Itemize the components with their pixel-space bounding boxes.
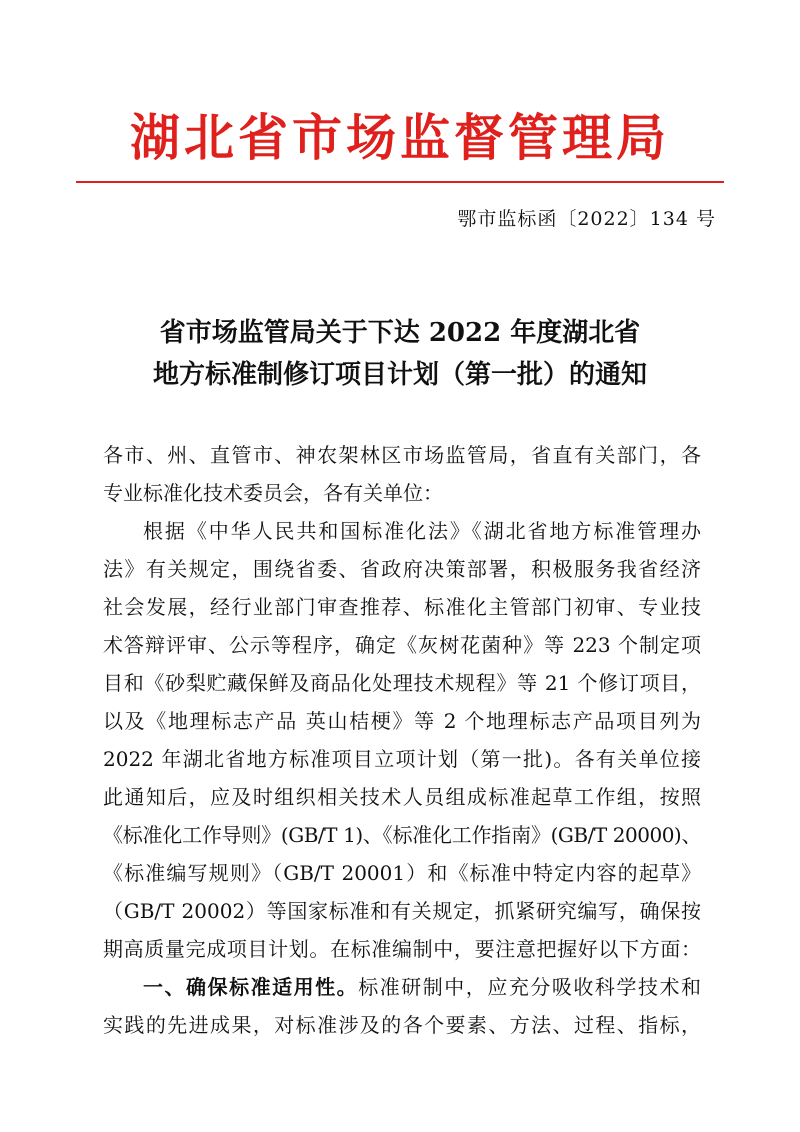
body-line: 实践的先进成果，对标准涉及的各个要素、方法、过程、指标， xyxy=(103,1013,701,1037)
body-line: 专业标准化技术委员会，各有关单位： xyxy=(103,481,443,505)
body-line: 《标准编写规则》（GB/T 20001）和《标准中特定内容的起草》 xyxy=(103,861,701,885)
body-line: 期高质量完成项目计划。在标准编制中，要注意把握好以下方面： xyxy=(103,937,701,961)
document-number: 鄂市监标函〔2022〕134 号 xyxy=(457,208,716,230)
title-line-1: 省市场监管局关于下达 2022 年度湖北省 xyxy=(159,318,641,348)
body-line: 2022 年湖北省地方标准项目立项计划（第一批)。各有关单位接 xyxy=(103,747,701,771)
body-line: 法》有关规定，围绕省委、省政府决策部署，积极服务我省经济 xyxy=(103,557,701,581)
document-body xyxy=(103,436,701,1044)
title-line-2: 地方标准制修订项目计划（第一批）的通知 xyxy=(152,360,647,390)
body-line: （GB/T 20002）等国家标准和有关规定，抓紧研究编写，确保按 xyxy=(103,899,701,923)
body-line: 《标准化工作导则》(GB/T 1)、《标准化工作指南》(GB/T 20000)、 xyxy=(103,823,701,847)
masthead-divider xyxy=(76,181,724,183)
body-line: 此通知后，应及时组织相关技术人员组成标准起草工作组，按照 xyxy=(103,785,701,809)
body-line: 以及《地理标志产品 英山桔梗》等 2 个地理标志产品项目列为 xyxy=(103,709,701,733)
agency-masthead: 湖北省市场监督管理局 xyxy=(130,108,670,167)
section-heading-text: 标准研制中，应充分吸收科学技术和 xyxy=(358,975,701,999)
body-line: 术答辩评审、公示等程序，确定《灰树花菌种》等 223 个制定项 xyxy=(103,633,701,657)
body-line: 各市、州、直管市、神农架林区市场监管局，省直有关部门，各 xyxy=(103,443,701,467)
section-heading: 一、确保标准适用性。 xyxy=(143,975,359,999)
section-heading-line xyxy=(103,968,701,1006)
document-title xyxy=(0,312,800,396)
body-line: 目和《砂梨贮藏保鲜及商品化处理技术规程》等 21 个修订项目， xyxy=(103,671,701,695)
body-line: 社会发展，经行业部门审查推荐、标准化主管部门初审、专业技 xyxy=(103,595,701,619)
body-line: 根据《中华人民共和国标准化法》《湖北省地方标准管理办 xyxy=(143,519,701,543)
